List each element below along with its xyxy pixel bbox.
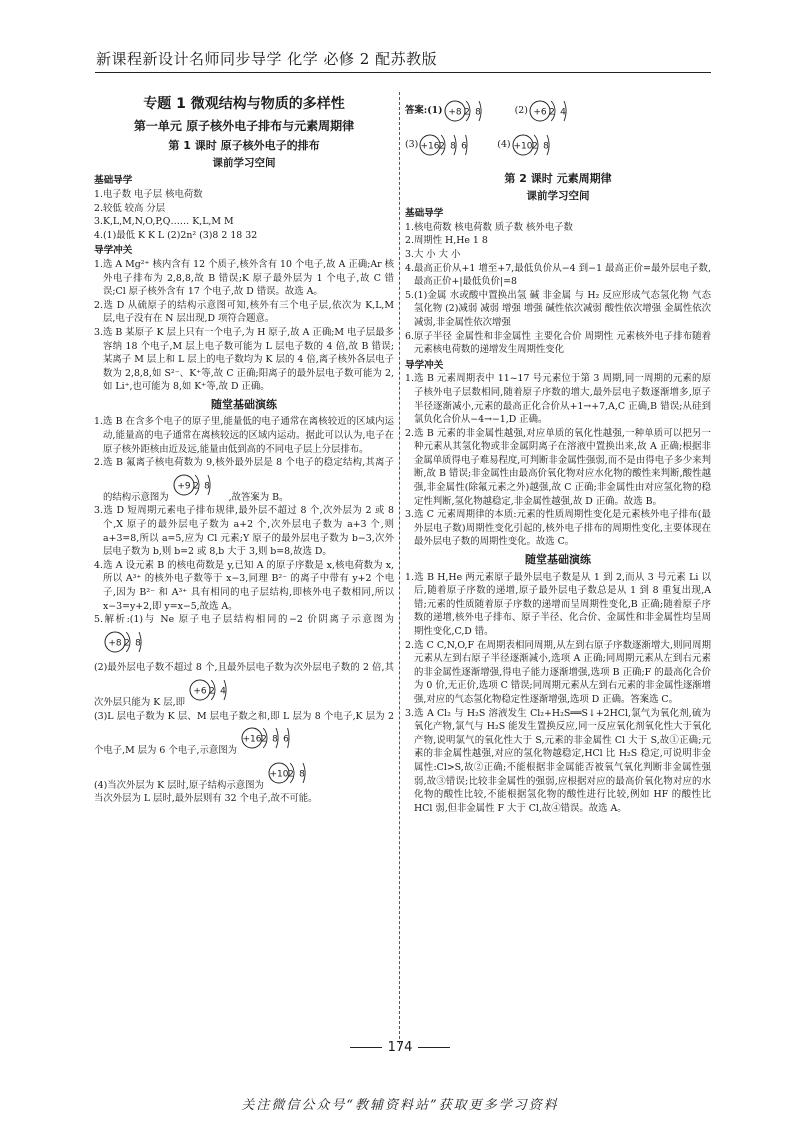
shell-electron-count: 2: [287, 769, 294, 780]
basic-answer: 2.较低 较高 分层: [94, 202, 166, 214]
basic-answer: 1.核电荷数 核电荷数 质子数 核外电子数: [405, 221, 573, 233]
q5-analysis: [94, 613, 394, 661]
page-number: [0, 1040, 800, 1055]
nucleus-charge: +10: [513, 141, 533, 152]
class-answer: [94, 456, 394, 504]
nucleus-charge: +16: [420, 141, 440, 152]
basic-answer: 2.周期性 H,He 1 8: [405, 235, 488, 247]
nucleus-charge: +10: [269, 769, 289, 780]
class-answer: 3.选 D 短周期元素电子排布规律,最外层不超过 8 个,次外层为 2 或 8 个,X 原子的最外层电子数为 a+2 个,次外层电子数为 a+3 个,则 a+3=8,所以 a=5,应为 Cl 元素;Y 原子的最外层电子数为 b−3,次外层电子数为 b,则 b=2 或 8,b 大于 3,则 b=8,故选 D。: [94, 505, 394, 558]
guide-answer: 1.选 B 元素周期表中 11~17 号元素位于第 3 周期,同一周期的元素的原子核外电子层数相同,随着原子序数的增大,最外层电子数逐渐增多,原子半径逐渐减小,元素的最高正化合价从+1→+7,A,C 正确,B 错误;从硅到氯负化合价从−4→−1,D 正确。: [405, 373, 711, 426]
guide-answer: 1.选 A Mg²⁺ 核内含有 12 个质子,核外含有 10 个电子,故 A 正确;Ar 核外电子排布为 2,8,8,故 B 错误;K 原子最外层为 1 个电子,故 C 错误;Cl 原子核外含有 17 个电子,故 D 错误。故选 A。: [94, 258, 394, 298]
shell-electron-count: 4: [220, 686, 226, 697]
shell-electron-count: 2: [439, 141, 446, 152]
shell-electron-count: 8: [542, 141, 549, 152]
footer-note: 关注微信公众号“教辅资料站”获取更多学习资料: [241, 1098, 559, 1113]
q5-part2: [94, 661, 394, 709]
shell-electron-count: 2: [463, 107, 470, 118]
shell-electron-count: 6: [461, 141, 468, 152]
shell-electron-count: 4: [560, 107, 566, 118]
answer-row: [405, 130, 711, 160]
shell-electron-count: 2: [261, 734, 267, 745]
atom-diagram-sulfur: [240, 723, 305, 753]
guide-answer: 2.选 D 从硫原子的结构示意图可知,核外有三个电子层,依次为 K,L,M 层,电子没有在 N 层出现,D 项符合题意。: [94, 299, 394, 325]
right-column: [405, 92, 711, 815]
topic-title: 专题 1 微观结构与物质的多样性: [143, 96, 345, 112]
basic-answer: 3.K,L,M,N,O,P,Q…… K,L,M M: [94, 216, 234, 228]
atom-diagram-answer-1: [443, 96, 497, 126]
answer-row: [405, 96, 711, 126]
q5-part4-text: (4)当次外层为 K 层时,原子结构示意图为: [94, 779, 264, 791]
nucleus-charge: +6: [533, 107, 547, 118]
atom-diagram-oxide: [103, 627, 157, 657]
guide-answer: 3.选 B 某原子 K 层上只有一个电子,为 H 原子,故 A 正确;M 电子层最多容纳 18 个电子,M 层上电子数可能为 L 层电子数的 4 倍,故 B 错误;某离子 M 层上和 L 层上的电子数均为 K 层的 4 倍,离子核外各层电子数为 2,8,8,如 S²⁻、K⁺等,故 C 正确;阳离子的最外层电子数可能为 2,如 Li⁺,也可能为 8,如 K⁺等,故 D 正确。: [94, 326, 394, 393]
shell-electron-count: 2: [531, 141, 538, 152]
class-practice-heading: 随堂基础演练: [211, 397, 277, 411]
guide-answer: 3.选 C 元素周期律的本质:元素的性质周期性变化是元素核外电子排布(最外层电子数)周期性变化引起的,核外电子排布的周期性变化,主要体现在最外层电子数的周期性变化。故选 C。: [405, 509, 711, 548]
atom-svg: [528, 96, 582, 126]
class-answer: 1.选 B H,He 两元素原子最外层电子数是从 1 到 2,而从 3 号元素 Li 以后,随着原子序数的递增,原子最外层电子数总是从 1 到 8 重复出现,A 错;元素的性质随着原子序数的递增而呈周期性变化,B 正确;随着原子序数的递增,核外电子排布、原子半径、化合价、金属性和非金属性均呈周期性变化,C,D 错。: [405, 571, 711, 637]
atom-svg: [267, 758, 321, 788]
nucleus-charge: +8: [108, 638, 122, 649]
basic-answer: 6.原子半径 金属性和非金属性 主要化合价 周期性 元素核外电子排布随着元素核电荷数的递增发生周期性变化: [405, 330, 711, 356]
basic-answer: 4.最高正价从+1 增至+7,最低负价从−4 到−1 最高正价=最外层电子数,最高正价+|最低负价|=8: [405, 262, 711, 288]
q5-part2-text: (2)最外层电子数不超过 8 个,且最外层电子数为次外层电子数的 2 倍,其次外层只能为 K 层,即: [94, 662, 394, 708]
section-space: 课前学习空间: [526, 189, 590, 202]
answer-label: 答案:(1): [405, 105, 443, 117]
class-answer-text: 2.选 B 氟离子核电荷数为 9,核外最外层是 8 个电子的稳定结构,其离子的结构示意图为: [94, 457, 394, 503]
atom-diagram-neon: [267, 758, 321, 788]
section-space: 课前学习空间: [212, 156, 276, 169]
column-divider: [399, 92, 400, 1044]
basic-answer: 5.(1)金属 水或酸中置换出氢 碱 非金属 与 H₂ 反应形成气态氢化物 气态氢化物 (2)减弱 减弱 增强 增强 碱性依次减弱 酸性依次增强 金属性依次减弱,非金属性依次增强: [405, 289, 711, 328]
class-answer-suffix: ,故答案为 B。: [228, 491, 289, 503]
left-column: [94, 92, 394, 806]
page-number-value: 174: [387, 1040, 413, 1055]
lesson-title: 第 2 课时 元素周期律: [504, 172, 612, 185]
atom-diagram-answer-4: [511, 130, 565, 160]
shell-electron-count: 8: [450, 141, 457, 152]
atom-svg: [188, 675, 242, 705]
basic-answer: 4.(1)最低 K K L (2)2n² (3)8 2 18 32: [94, 229, 258, 241]
q5-part1-text: 5.解析:(1)与 Ne 原子电子层结构相同的−2 价阴离子示意图为: [94, 614, 394, 626]
nucleus-charge: +9: [176, 481, 191, 492]
class-answer: 1.选 B 在含多个电子的原子里,能量低的电子通常在离核较近的区域内运动,能量高的电子通常在离核较远的区域内运动。据此可以认为,电子在原子核外距核由近及远,能量由低到高的不同电子层上分层排布。: [94, 416, 394, 455]
header-rule: [95, 72, 711, 73]
page-number-dash: [350, 1047, 382, 1048]
lesson-title: 第 1 课时 原子核外电子的排布: [168, 139, 320, 153]
atom-diagram-carbon: [188, 675, 242, 705]
atom-svg: [511, 130, 565, 160]
nucleus-charge: +6: [193, 686, 207, 697]
atom-svg: [172, 470, 226, 500]
class-answer: 2.选 C C,N,O,F 在周期表相同周期,从左到右原子序数逐渐增大,则同周期元素从左到右原子半径逐渐减小,选项 A 正确;同周期元素从左到右元素的非金属性逐渐增强,得电子能力逐渐增强,选项 B 正确;F 的最高化合价为 0 价,无正价,选项 C 错误;同周期元素从左到右元素的非金属性逐渐增强,对应的气态氢化物稳定性逐渐增强,选项 D 正确。答案选 C。: [405, 639, 711, 705]
atom-svg: [418, 130, 483, 160]
unit-title: 第一单元 原子核外电子排布与元素周期律: [133, 118, 355, 133]
atom-svg: [240, 723, 305, 753]
atom-svg: [103, 627, 157, 657]
atom-svg: [443, 96, 497, 126]
atom-diagram-answer-3: [418, 130, 483, 160]
shell-electron-count: 2: [192, 481, 199, 492]
q5-part3-text: (3)L 层电子数为 K 层、M 层电子数之和,即 L 层为 8 个电子,K 层为 2 个电子,M 层为 6 个电子,示意图为: [94, 710, 394, 757]
shell-electron-count: 2: [549, 107, 555, 118]
shell-electron-count: 8: [474, 107, 481, 118]
class-practice-heading: 随堂基础演练: [525, 553, 591, 567]
page-header: 新课程新设计名师同步导学 化学 必修 2 配苏教版: [96, 50, 438, 68]
answer-label-4: (4): [497, 139, 511, 151]
basic-guide-heading: 基础导学: [405, 208, 444, 220]
atom-diagram-fluoride: [172, 470, 226, 500]
shell-electron-count: 6: [283, 734, 289, 745]
answer-label-2: (2): [514, 105, 528, 117]
q5-part4: [94, 758, 394, 793]
atom-diagram-answer-2: [528, 96, 582, 126]
guide-heading: 导学冲关: [405, 359, 444, 371]
basic-answer: 3.大 小 大 小: [405, 248, 461, 260]
shell-electron-count: 2: [209, 686, 215, 697]
shell-electron-count: 8: [272, 734, 278, 745]
shell-electron-count: 8: [135, 638, 141, 649]
basic-guide-heading: 基础导学: [94, 175, 133, 187]
q5-part3: [94, 710, 394, 758]
guide-heading: 导学冲关: [94, 245, 133, 257]
guide-answer: 2.选 B 元素的非金属性越强,对应单质的氧化性越强,一种单质可以把另一种元素从其氢化物或非金属阴离子在溶液中置换出来,故 A 正确;根据非金属单质得电子难易程度,可判断非金属性强弱,而不是由得电子多少来判断,故 B 错误;非金属性由最高价氧化物对应水化物的酸性来判断,酸性越强,非金属性(除氟元素之外)越强,故 C 正确;非金属性由对应氢化物的稳定性判断,氢化物越稳定,非金属性越强,故 D 正确。故选 B。: [405, 427, 711, 507]
class-answer: 3.选 A Cl₂ 与 H₂S 溶液发生 Cl₂+H₂S══S↓+2HCl,氯气为氧化剂,硫为氧化产物,氯气与 H₂S 能发生置换反应,同一反应氧化剂氧化性大于氧化产物,说明氯气的氧化性大于 S,元素的非金属性 Cl 大于 S,故①正确;元素的非金属性越强,对应的氢化物越稳定,HCl 比 H₂S 稳定,可说明非金属性:Cl>S,故②正确;不能根据非金属能否被氧气氧化判断非金属性强弱,故③错误;比较非金属性的强弱,应根据对应的最高价氧化物对应的水化物的酸性比较,不能根据氢化物的酸性进行比较,例如 HF 的酸性比 HCl 弱,但非金属性 F 大于 Cl,故④错误。故选 A。: [405, 707, 711, 814]
shell-electron-count: 2: [124, 638, 130, 649]
answer-label-3: (3): [405, 139, 419, 151]
shell-electron-count: 8: [298, 769, 305, 780]
nucleus-charge: +16: [242, 734, 262, 745]
q5-part4b: 当次外层为 L 层时,最外层则有 32 个电子,故不可能。: [94, 793, 318, 805]
page-number-dash: [418, 1047, 450, 1048]
basic-answer: 1.电子数 电子层 核电荷数: [94, 188, 203, 200]
nucleus-charge: +8: [447, 107, 462, 118]
shell-electron-count: 8: [203, 481, 210, 492]
class-answer: 4.选 A 设元素 B 的核电荷数是 y,已知 A 的原子序数是 x,核电荷数为 x,所以 A³⁺ 的核外电子数等于 x−3,同理 B²⁻ 的离子中带有 y+2 个电子,因为 B²⁻ 和 A³⁺ 具有相同的电子层结构,即核外电子数相同,所以 x−3=y+2,即 y=x−5,故选 A。: [94, 559, 394, 612]
